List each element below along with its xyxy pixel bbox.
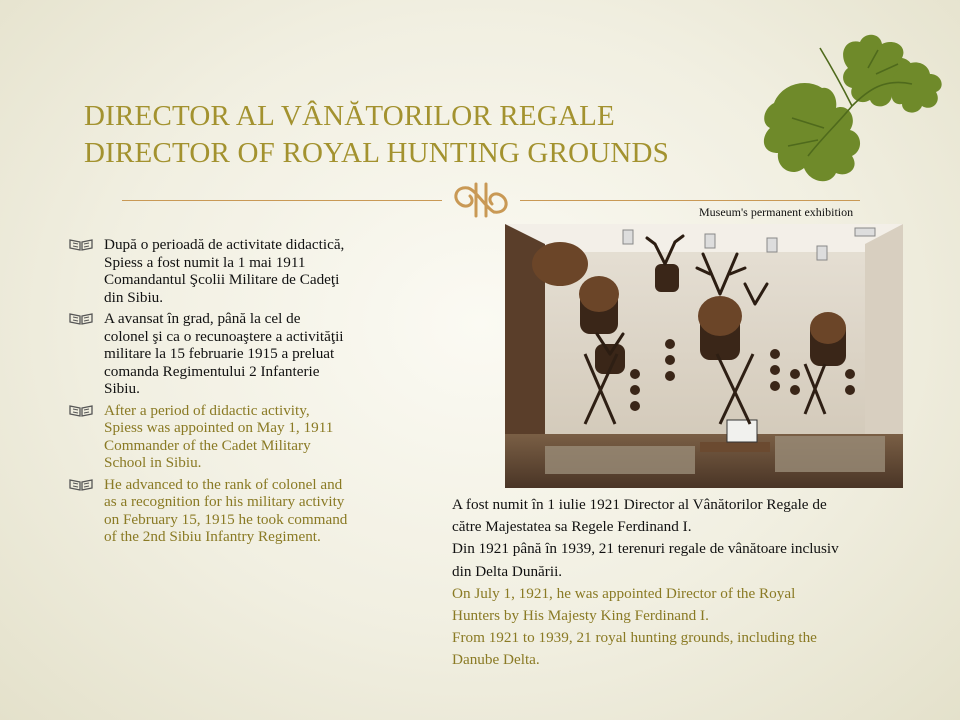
bullet-text: He advanced to the rank of colonel and as a recognition for his military activity on February 15, 1915 he took command of the 2nd Sibiu Infantry Regiment. — [104, 475, 348, 545]
bullet-book-icon — [68, 404, 94, 417]
divider-right — [520, 200, 860, 201]
bullet-item — [68, 310, 428, 398]
title-line-en: DIRECTOR OF ROYAL HUNTING GROUNDS — [84, 137, 670, 169]
appointment-text — [452, 494, 922, 672]
oak-leaves-decoration — [752, 28, 948, 198]
bullet-book-icon — [68, 312, 94, 325]
bullet-text: A avansat în grad, până la cel de colonel şi ca o recunoaştere a activităţii militare la 15 februarie 1915 a preluat comanda Regimentului 2 Infanterie Sibiu. — [104, 310, 344, 397]
divider-left — [122, 200, 442, 201]
appointment-ro: A fost numit în 1 iulie 1921 Director al Vânătorilor Regale de către Majestatea sa Regele Ferdinand I. — [452, 496, 827, 536]
scroll-ornament-icon — [446, 178, 516, 222]
photo-caption: Museum's permanent exhibition — [699, 205, 854, 219]
bullet-text: After a period of didactic activity, Spiess was appointed on May 1, 1911 Commander of the Cadet Military School in Sibiu. — [104, 401, 334, 471]
bullet-book-icon — [68, 238, 94, 251]
hunting-grounds-en: From 1921 to 1939, 21 royal hunting grounds, including the Danube Delta. — [452, 629, 817, 669]
appointment-en: On July 1, 1921, he was appointed Director of the Royal Hunters by His Majesty King Ferdinand I. — [452, 584, 796, 625]
title-line-ro: DIRECTOR AL VÂNĂTORILOR REGALE — [84, 100, 615, 132]
slide-title — [84, 98, 744, 172]
hunting-trophies-photo — [505, 224, 903, 488]
bullet-book-icon — [68, 478, 94, 491]
bullet-item — [68, 236, 428, 306]
bullet-item — [68, 476, 428, 546]
bullet-item — [68, 402, 428, 472]
hunting-grounds-ro: Din 1921 până în 1939, 21 terenuri regale de vânătoare inclusiv din Delta Dunării. — [452, 540, 839, 580]
bullet-text: După o perioadă de activitate didactică, Spiess a fost numit la 1 mai 1911 Comandantul Şcolii Militare de Cadeţi din Sibiu. — [104, 236, 345, 306]
bullet-list — [68, 236, 428, 550]
